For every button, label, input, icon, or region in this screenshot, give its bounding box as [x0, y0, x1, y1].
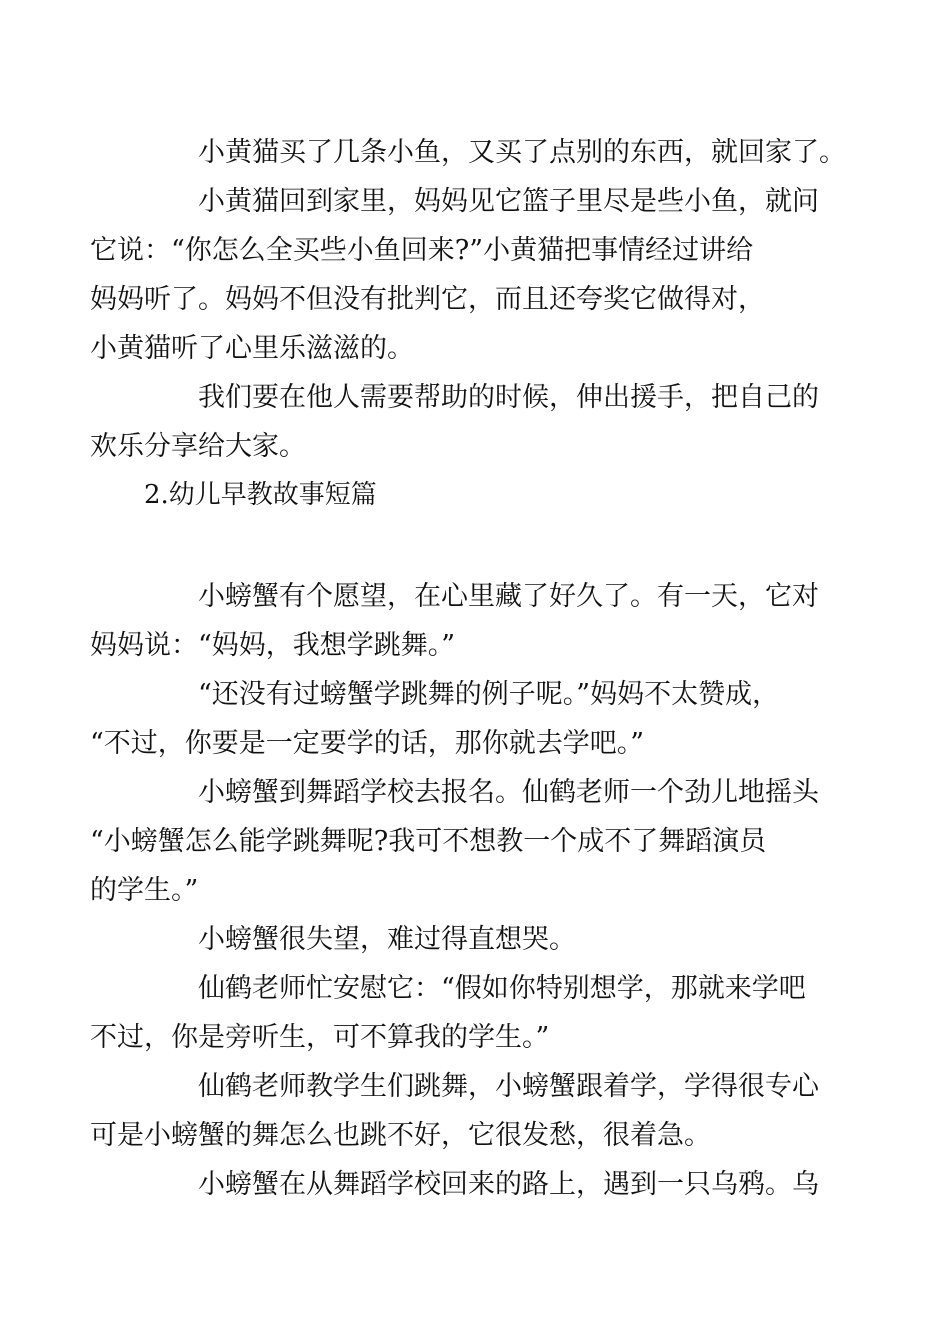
paragraph [90, 964, 810, 1062]
text-line: 小螃蟹很失望，难过得直想哭。 [198, 924, 576, 955]
text-line: 可是小螃蟹的舞怎么也跳不好，它很发愁，很着急。 [90, 1120, 711, 1151]
paragraph [90, 373, 819, 471]
text-line: 小黄猫买了几条小鱼，又买了点别的东西，就回家了。 [198, 137, 846, 168]
text-line: 的学生。” [90, 875, 199, 906]
text-line: “小螃蟹怎么能学跳舞呢?我可不想教一个成不了舞蹈演员 [90, 826, 767, 857]
text-line: “还没有过螃蟹学跳舞的例子呢。”妈妈不太赞成， [198, 679, 780, 710]
paragraph [144, 128, 846, 177]
text-line: “不过，你要是一定要学的话，那你就去学吧。” [90, 728, 645, 759]
paragraph [144, 915, 810, 964]
story-section-1 [90, 128, 846, 471]
section-heading: 2.幼儿早教故事短篇 [144, 480, 377, 510]
text-line: 不过，你是旁听生，可不算我的学生。” [90, 1022, 550, 1053]
text-line: 妈妈说：“妈妈，我想学跳舞。” [90, 630, 456, 661]
text-line: 欢乐分享给大家。 [90, 431, 306, 462]
paragraph [90, 177, 819, 373]
text-line: 小黄猫听了心里乐滋滋的。 [90, 333, 414, 364]
text-line: 仙鹤老师忙安慰它：“假如你特别想学，那就来学吧 [198, 973, 806, 1004]
text-line: 我们要在他人需要帮助的时候，伸出援手，把自己的 [198, 382, 819, 413]
text-line: 仙鹤老师教学生们跳舞，小螃蟹跟着学，学得很专心 [198, 1071, 819, 1102]
section-gap [144, 520, 810, 572]
text-line: 妈妈听了。妈妈不但没有批判它，而且还夸奖它做得对， [90, 284, 765, 315]
story-section-2 [90, 572, 819, 1209]
text-line: 小螃蟹在从舞蹈学校回来的路上，遇到一只乌鸦。乌 [198, 1169, 819, 1200]
text-line: 它说：“你怎么全买些小鱼回来?”小黄猫把事情经过讲给 [90, 235, 754, 266]
document-page [90, 128, 846, 1209]
text-line: 小黄猫回到家里，妈妈见它篮子里尽是些小鱼，就问 [198, 186, 819, 217]
paragraph [90, 670, 810, 768]
paragraph [90, 1062, 819, 1160]
text-line: 小螃蟹有个愿望，在心里藏了好久了。有一天，它对 [198, 581, 819, 612]
text-line: 小螃蟹到舞蹈学校去报名。仙鹤老师一个劲儿地摇头 [198, 777, 819, 808]
paragraph [144, 1160, 819, 1209]
paragraph [90, 768, 819, 915]
paragraph [90, 572, 819, 670]
